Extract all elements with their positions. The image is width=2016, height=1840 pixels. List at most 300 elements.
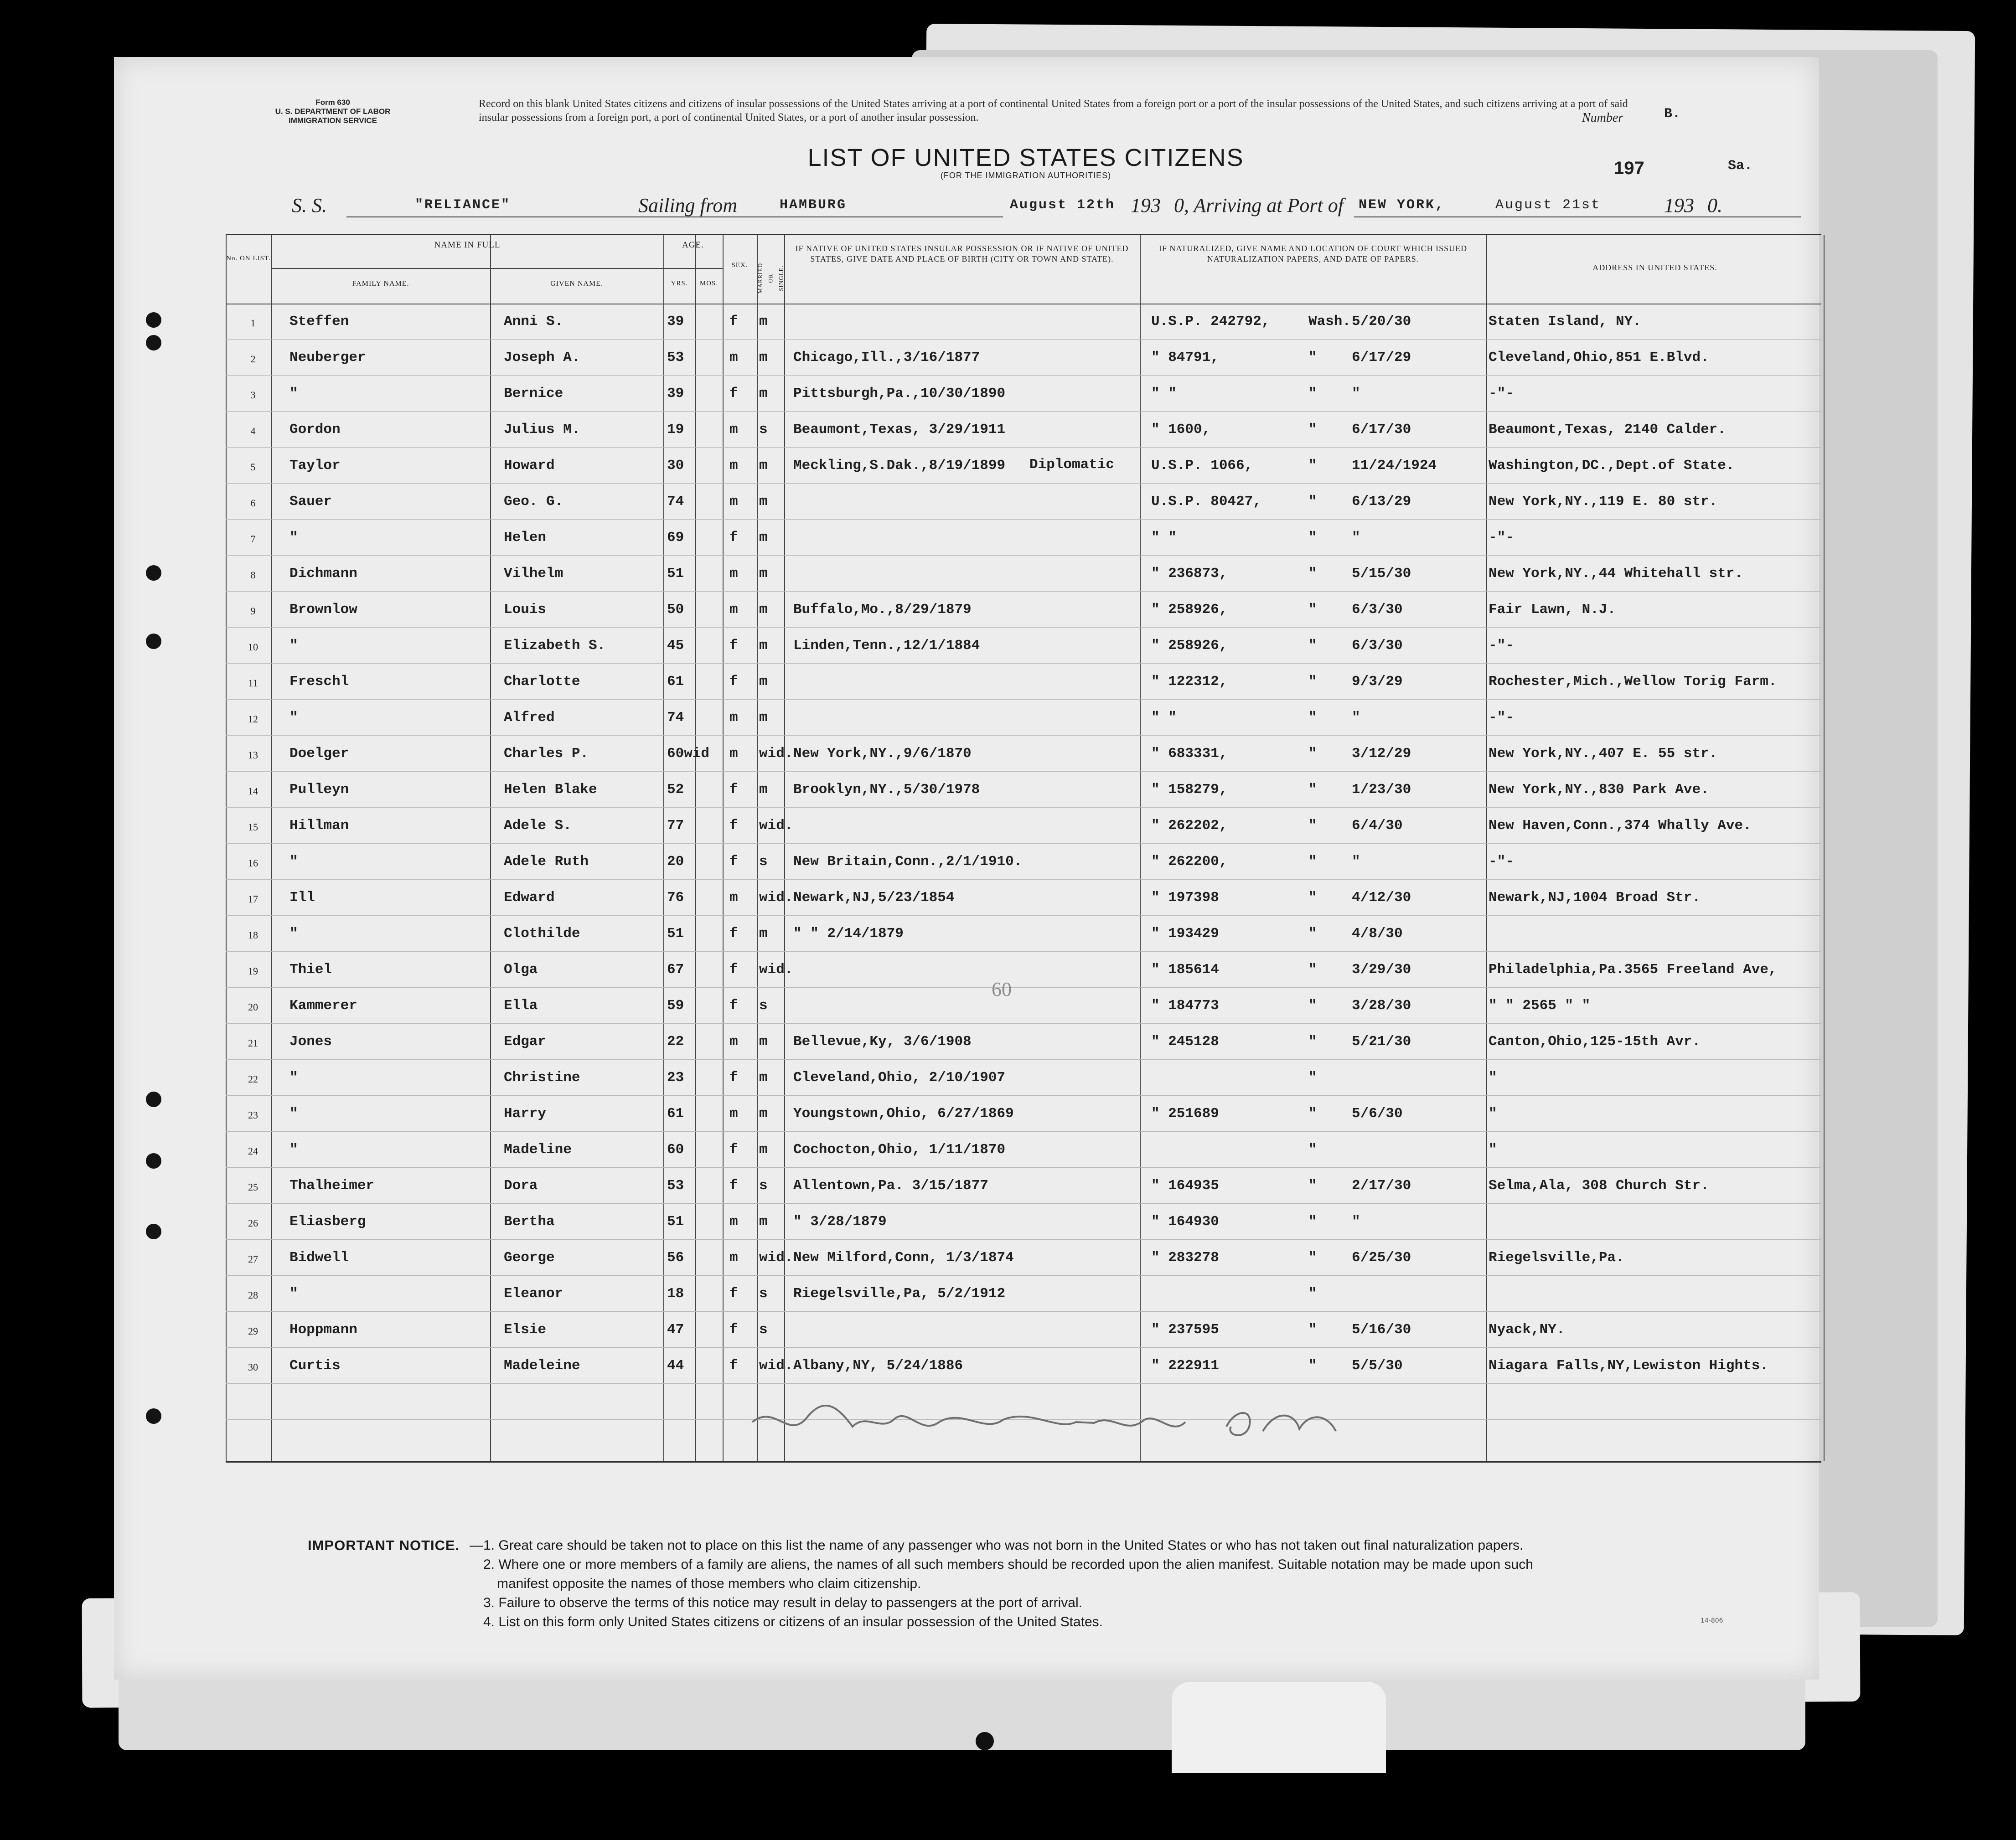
cell-addr: -"- [1489,530,1514,546]
cell-ms: m [759,674,768,690]
cell-no: 6 [250,497,256,509]
cell-nat1: U.S.P. 80427, [1151,494,1261,510]
number-label: Number [1582,111,1623,125]
cell-sex: m [729,890,738,906]
cell-addr: -"- [1489,638,1514,654]
sailing-label: Sailing from [638,194,738,216]
cell-nat1: " 122312, [1151,674,1228,690]
cell-addr: Newark,NJ,1004 Broad Str. [1489,890,1701,906]
cell-nat3: 6/4/30 [1352,818,1403,834]
cell-family: " [289,710,298,726]
cell-sex: f [729,530,738,546]
cell-nat1: " 258926, [1151,638,1228,654]
table-row [226,448,1821,484]
cell-nat3: " [1352,854,1360,870]
cell-nat2: " [1308,386,1317,402]
table-row [226,952,1821,988]
cell-given: Charles P. [504,746,589,762]
cell-birth: Newark,NJ,5/23/1854 [793,890,955,906]
underline [1354,216,1801,217]
cell-birth: Meckling,S.Dak.,8/19/1899 [793,458,1006,474]
cell-nat1: U.S.P. 242792, [1151,314,1270,330]
cell-given: Helen [504,530,547,546]
cell-birth: " 3/28/1879 [793,1214,887,1230]
cell-nat2: " [1308,1142,1317,1158]
table-row [226,1240,1821,1276]
table-row [226,700,1821,736]
cell-nat2: " [1308,674,1317,690]
cell-given: Louis [504,602,547,618]
cell-nat1: " 258926, [1151,602,1228,618]
cell-addr: New Haven,Conn.,374 Whally Ave. [1489,818,1752,834]
cell-sex: m [729,1034,738,1050]
cell-sex: m [729,1250,738,1266]
table-row [226,880,1821,916]
cell-family: " [289,638,298,654]
punch-hole [146,335,161,350]
cell-addr: -"- [1489,386,1514,402]
table-row [226,988,1821,1024]
notice-line: manifest opposite the names of those members who claim citizenship. [497,1576,921,1591]
cell-age: 60wid [667,746,710,762]
cell-age: 39 [667,314,684,330]
cell-family: Pulleyn [289,782,349,798]
cell-age: 51 [667,566,684,582]
cell-addr: New York,NY.,407 E. 55 str. [1489,746,1718,762]
table-row [226,412,1821,448]
cell-given: Eleanor [504,1286,563,1302]
cell-given: Howard [504,458,555,474]
header-naturalized: IF NATURALIZED, GIVE NAME AND LOCATION OF COURT WHICH ISSUED NATURALIZATION PAPERS, AND DATE OF PAPERS. [1158,244,1468,263]
cell-sex: f [729,1322,738,1338]
cell-given: Adele Ruth [504,854,589,870]
cell-family: Dichmann [289,566,357,582]
cell-sex: m [729,1214,738,1230]
header-age: AGE. [682,240,704,250]
table-row [226,1348,1821,1384]
cell-nat3: 5/21/30 [1352,1034,1411,1050]
cell-no: 20 [248,1001,258,1013]
table-row [226,1168,1821,1204]
cell-no: 4 [250,425,256,437]
cell-age: 74 [667,494,684,510]
cell-given: Olga [504,962,538,978]
header-given-name: GIVEN NAME. [550,280,603,288]
table-row [226,592,1821,628]
cell-ms: m [759,494,768,510]
cell-birth: Linden,Tenn.,12/1/1884 [793,638,980,654]
cell-nat2: " [1308,1358,1317,1374]
cell-addr: -"- [1489,854,1514,870]
notice-lead: IMPORTANT NOTICE. [308,1537,460,1553]
table-row [226,1060,1821,1096]
cell-family: " [289,854,298,870]
cell-given: Geo. G. [504,494,563,510]
cell-family: Kammerer [289,998,357,1014]
cell-nat3: 6/3/30 [1352,602,1403,618]
cell-sex: m [729,494,738,510]
cell-ms: m [759,926,768,942]
cell-nat1: " 158279, [1151,782,1228,798]
cell-age: 50 [667,602,684,618]
header-sex: SEX. [731,262,748,269]
page-subtitle: (FOR THE IMMIGRATION AUTHORITIES) [940,171,1111,180]
cell-ms: s [759,854,768,870]
cell-age: 74 [667,710,684,726]
cell-nat3: " [1352,1214,1360,1230]
cell-no: 7 [250,533,256,545]
notice-line: 2. Where one or more members of a family are aliens, the names of all such members should be recorded upon the alien manifest. Suitable notation may be made upon such [483,1557,1533,1572]
cell-given: Bertha [504,1214,555,1230]
cell-birth: Youngstown,Ohio, 6/27/1869 [793,1106,1014,1122]
cell-age: 39 [667,386,684,402]
cell-given: Adele S. [504,818,572,834]
cell-nat1: " 262200, [1151,854,1228,870]
cell-family: " [289,926,298,942]
cell-age: 30 [667,458,684,474]
header-married: MARRIED OR SINGLE. [756,263,785,294]
diplomatic-note: Diplomatic [1029,457,1115,473]
page-title: LIST OF UNITED STATES CITIZENS [807,144,1244,171]
binder-tab [1172,1682,1386,1773]
cell-no: 11 [248,677,258,689]
table-row [226,484,1821,520]
cell-family: Eliasberg [289,1214,366,1230]
cell-no: 23 [248,1109,258,1121]
cell-sex: f [729,638,738,654]
cell-nat2: " [1308,710,1317,726]
cell-addr: Philadelphia,Pa.3565 Freeland Ave, [1489,962,1777,978]
cell-nat1: " 262202, [1151,818,1228,834]
cell-given: Madeleine [504,1358,580,1374]
header-rule [663,268,723,269]
cell-ms: m [759,1106,768,1122]
cell-age: 51 [667,1214,684,1230]
cell-no: 3 [250,389,256,401]
table-row [226,376,1821,412]
notice-line: 3. Failure to observe the terms of this notice may result in delay to passengers at the port of arrival. [483,1595,1082,1610]
cell-ms: m [759,350,768,366]
cell-family: Ill [289,890,315,906]
cell-no: 29 [248,1325,258,1337]
cell-nat3: 3/29/30 [1352,962,1411,978]
cell-no: 9 [250,605,256,617]
cell-birth: Allentown,Pa. 3/15/1877 [793,1178,988,1194]
cell-nat2: " [1308,1070,1317,1086]
cell-no: 26 [248,1217,258,1229]
cell-age: 61 [667,674,684,690]
header-family-name: FAMILY NAME. [352,280,409,288]
header-birth: IF NATIVE OF UNITED STATES INSULAR POSSESSION OR IF NATIVE OF UNITED STATES, GIVE DATE AND PLACE OF BIRTH (CITY OR TOWN AND STATE). [795,244,1129,263]
cell-family: " [289,1106,298,1122]
cell-given: Helen Blake [504,782,597,798]
cell-age: 60 [667,1142,684,1158]
arriving-label: 0, Arriving at Port of [1174,194,1344,216]
cell-no: 8 [250,569,256,581]
cell-birth: New York,NY.,9/6/1870 [793,746,972,762]
cell-birth: Bellevue,Ky, 3/6/1908 [793,1034,972,1050]
cell-age: 67 [667,962,684,978]
cell-nat3: 6/25/30 [1352,1250,1411,1266]
table-row [226,1096,1821,1132]
cell-nat2: " [1308,602,1317,618]
cell-sex: f [729,854,738,870]
cell-birth: Beaumont,Texas, 3/29/1911 [793,422,1006,438]
cell-given: Julius M. [504,422,580,438]
cell-no: 28 [248,1289,258,1301]
cell-birth: New Milford,Conn, 1/3/1874 [793,1250,1014,1266]
cell-nat3: 3/12/29 [1352,746,1411,762]
cell-sex: f [729,386,738,402]
cell-ms: m [759,1214,768,1230]
cell-no: 5 [250,461,256,473]
cell-nat2: " [1308,782,1317,798]
cell-nat1: " 193429 [1151,926,1219,942]
cell-birth: " " 2/14/1879 [793,926,904,942]
stamp-number: 60 [992,978,1012,1000]
cell-family: Sauer [289,494,332,510]
cell-given: Bernice [504,386,563,402]
cell-given: Edward [504,890,555,906]
cell-nat1: " " [1151,710,1177,726]
cell-nat2: " [1308,566,1317,582]
passenger-table [226,234,1821,1463]
cell-sex: f [729,1286,738,1302]
cell-age: 19 [667,422,684,438]
cell-no: 1 [250,317,256,329]
header-yrs: YRS. [671,280,688,287]
cell-addr: New York,NY.,119 E. 80 str. [1489,494,1718,510]
cell-age: 53 [667,350,684,366]
punch-hole [146,565,161,581]
cell-nat3: 5/15/30 [1352,566,1411,582]
table-row [226,916,1821,952]
cell-sex: m [729,422,738,438]
cell-addr: Riegelsville,Pa. [1489,1250,1624,1266]
cell-sex: f [729,818,738,834]
cell-sex: f [729,314,738,330]
cell-age: 56 [667,1250,684,1266]
table-row [226,1132,1821,1168]
cell-nat1: " 237595 [1151,1322,1219,1338]
cell-sex: f [729,782,738,798]
cell-nat1: " 251689 [1151,1106,1219,1122]
cell-nat2: " [1308,998,1317,1014]
cell-nat3: 3/28/30 [1352,998,1411,1014]
cell-age: 47 [667,1322,684,1338]
cell-sex: f [729,1142,738,1158]
cell-nat3: 4/12/30 [1352,890,1411,906]
cell-nat1: " 164935 [1151,1178,1219,1194]
cell-given: Dora [504,1178,538,1194]
cell-sex: f [729,1358,738,1374]
cell-nat2: " [1308,1034,1317,1050]
cell-ms: m [759,602,768,618]
table-row [226,844,1821,880]
table-row [226,1276,1821,1312]
cell-ms: m [759,710,768,726]
cell-nat3: " [1352,710,1360,726]
table-row [226,1312,1821,1348]
cell-addr: " [1489,1142,1497,1158]
cell-ms: s [759,422,768,438]
cell-nat3: 6/13/29 [1352,494,1411,510]
cell-nat2: " [1308,818,1317,834]
cell-given: Christine [504,1070,580,1086]
cell-ms: m [759,566,768,582]
binder-hole [976,1732,994,1750]
cell-no: 27 [248,1253,258,1265]
cell-nat2: " [1308,1214,1317,1230]
cell-no: 30 [248,1361,258,1373]
cell-nat3: 2/17/30 [1352,1178,1411,1194]
cell-ms: s [759,1178,768,1194]
cell-given: Harry [504,1106,547,1122]
cell-ms: m [759,782,768,798]
cell-nat3: 5/16/30 [1352,1322,1411,1338]
cell-sex: m [729,458,738,474]
cell-age: 23 [667,1070,684,1086]
handwritten-signature [748,1395,1349,1449]
cell-family: " [289,1286,298,1302]
cell-age: 20 [667,854,684,870]
cell-given: Clothilde [504,926,580,942]
cell-given: Anni S. [504,314,563,330]
cell-addr: Canton,Ohio,125-15th Avr. [1489,1034,1701,1050]
cell-birth: Cochocton,Ohio, 1/11/1870 [793,1142,1006,1158]
cell-addr: Nyack,NY. [1489,1322,1565,1338]
cell-no: 14 [248,785,258,797]
cell-ms: s [759,998,768,1014]
table-row [226,664,1821,700]
table-row [226,1024,1821,1060]
cell-nat1: " 184773 [1151,998,1219,1014]
cell-family: Hillman [289,818,349,834]
cell-family: " [289,1070,298,1086]
cell-addr: Niagara Falls,NY,Lewiston Hights. [1489,1358,1768,1374]
cell-family: Freschl [289,674,349,690]
cell-nat3: " [1352,386,1360,402]
cell-nat3: 11/24/1924 [1352,458,1437,474]
cell-addr: New York,NY.,830 Park Ave. [1489,782,1709,798]
punch-hole [146,312,161,328]
cell-sex: f [729,998,738,1014]
cell-ms: wid. [759,818,793,834]
page-number: 197 [1614,158,1644,178]
cell-addr: Rochester,Mich.,Wellow Torig Farm. [1489,674,1777,690]
cell-nat1: " 164930 [1151,1214,1219,1230]
cell-family: Doelger [289,746,349,762]
number-value: B. [1664,106,1681,122]
cell-nat2: " [1308,926,1317,942]
cell-ms: s [759,1286,768,1302]
cell-addr: Selma,Ala, 308 Church Str. [1489,1178,1709,1194]
cell-nat2: " [1308,1250,1317,1266]
header-address: ADDRESS IN UNITED STATES. [1592,263,1717,272]
cell-given: Vilhelm [504,566,563,582]
cell-family: Curtis [289,1358,341,1374]
cell-age: 59 [667,998,684,1014]
cell-nat3: 5/6/30 [1352,1106,1403,1122]
cell-birth: Cleveland,Ohio, 2/10/1907 [793,1070,1006,1086]
cell-no: 25 [248,1181,258,1193]
cell-birth: Chicago,Ill.,3/16/1877 [793,350,980,366]
arrival-date: August 21st [1495,197,1601,213]
cell-given: Edgar [504,1034,547,1050]
cell-age: 61 [667,1106,684,1122]
cell-nat2: " [1308,530,1317,546]
cell-ms: wid. [759,1250,793,1266]
cell-nat2: " [1308,494,1317,510]
cell-sex: f [729,962,738,978]
cell-nat2: " [1308,1178,1317,1194]
cell-age: 52 [667,782,684,798]
cell-addr: " " 2565 " " [1489,998,1591,1014]
cell-nat2: Wash. [1308,314,1351,330]
cell-ms: m [759,386,768,402]
cell-no: 13 [248,749,258,761]
cell-no: 19 [248,965,258,977]
cell-given: George [504,1250,555,1266]
cell-nat2: " [1308,422,1317,438]
form-number: Form 630 [315,98,350,107]
cell-family: " [289,386,298,402]
cell-ms: m [759,530,768,546]
form-code: 14-806 [1701,1617,1723,1624]
voyage-line [292,194,1887,221]
cell-ms: m [759,314,768,330]
cell-sex: m [729,566,738,582]
cell-nat1: " 283278 [1151,1250,1219,1266]
table-row [226,736,1821,772]
cell-no: 15 [248,821,258,833]
cell-age: 44 [667,1358,684,1374]
department: U. S. DEPARTMENT OF LABOR [275,107,391,116]
cell-nat3: 5/20/30 [1352,314,1411,330]
cell-sex: m [729,1106,738,1122]
cell-no: 16 [248,857,258,869]
cell-family: Jones [289,1034,332,1050]
departure-date: August 12th [1010,197,1116,213]
ss-label: S. S. [292,194,327,216]
cell-ms: m [759,1070,768,1086]
cell-addr: Cleveland,Ohio,851 E.Blvd. [1489,350,1709,366]
cell-nat2: " [1308,890,1317,906]
cell-ms: m [759,458,768,474]
cell-addr: Washington,DC.,Dept.of State. [1489,458,1735,474]
table-row [226,520,1821,556]
cell-sex: m [729,602,738,618]
row-rule [226,1383,1821,1384]
cell-no: 10 [248,641,258,653]
cell-nat3: 5/5/30 [1352,1358,1403,1374]
cell-nat2: " [1308,350,1317,366]
cell-family: Bidwell [289,1250,349,1266]
cell-no: 2 [250,353,256,365]
cell-no: 17 [248,893,258,905]
cell-birth: Buffalo,Mo.,8/29/1879 [793,602,972,618]
year-prefix: 193 [1664,194,1694,216]
cell-nat1: " 236873, [1151,566,1228,582]
cell-given: Elsie [504,1322,547,1338]
cell-nat2: " [1308,1286,1317,1302]
cell-addr: Beaumont,Texas, 2140 Calder. [1489,422,1726,438]
cell-birth: Riegelsville,Pa, 5/2/1912 [793,1286,1006,1302]
cell-nat1: " 185614 [1151,962,1219,978]
table-row [226,304,1821,340]
cell-family: " [289,1142,298,1158]
header-no: No. ON LIST. [226,255,271,262]
